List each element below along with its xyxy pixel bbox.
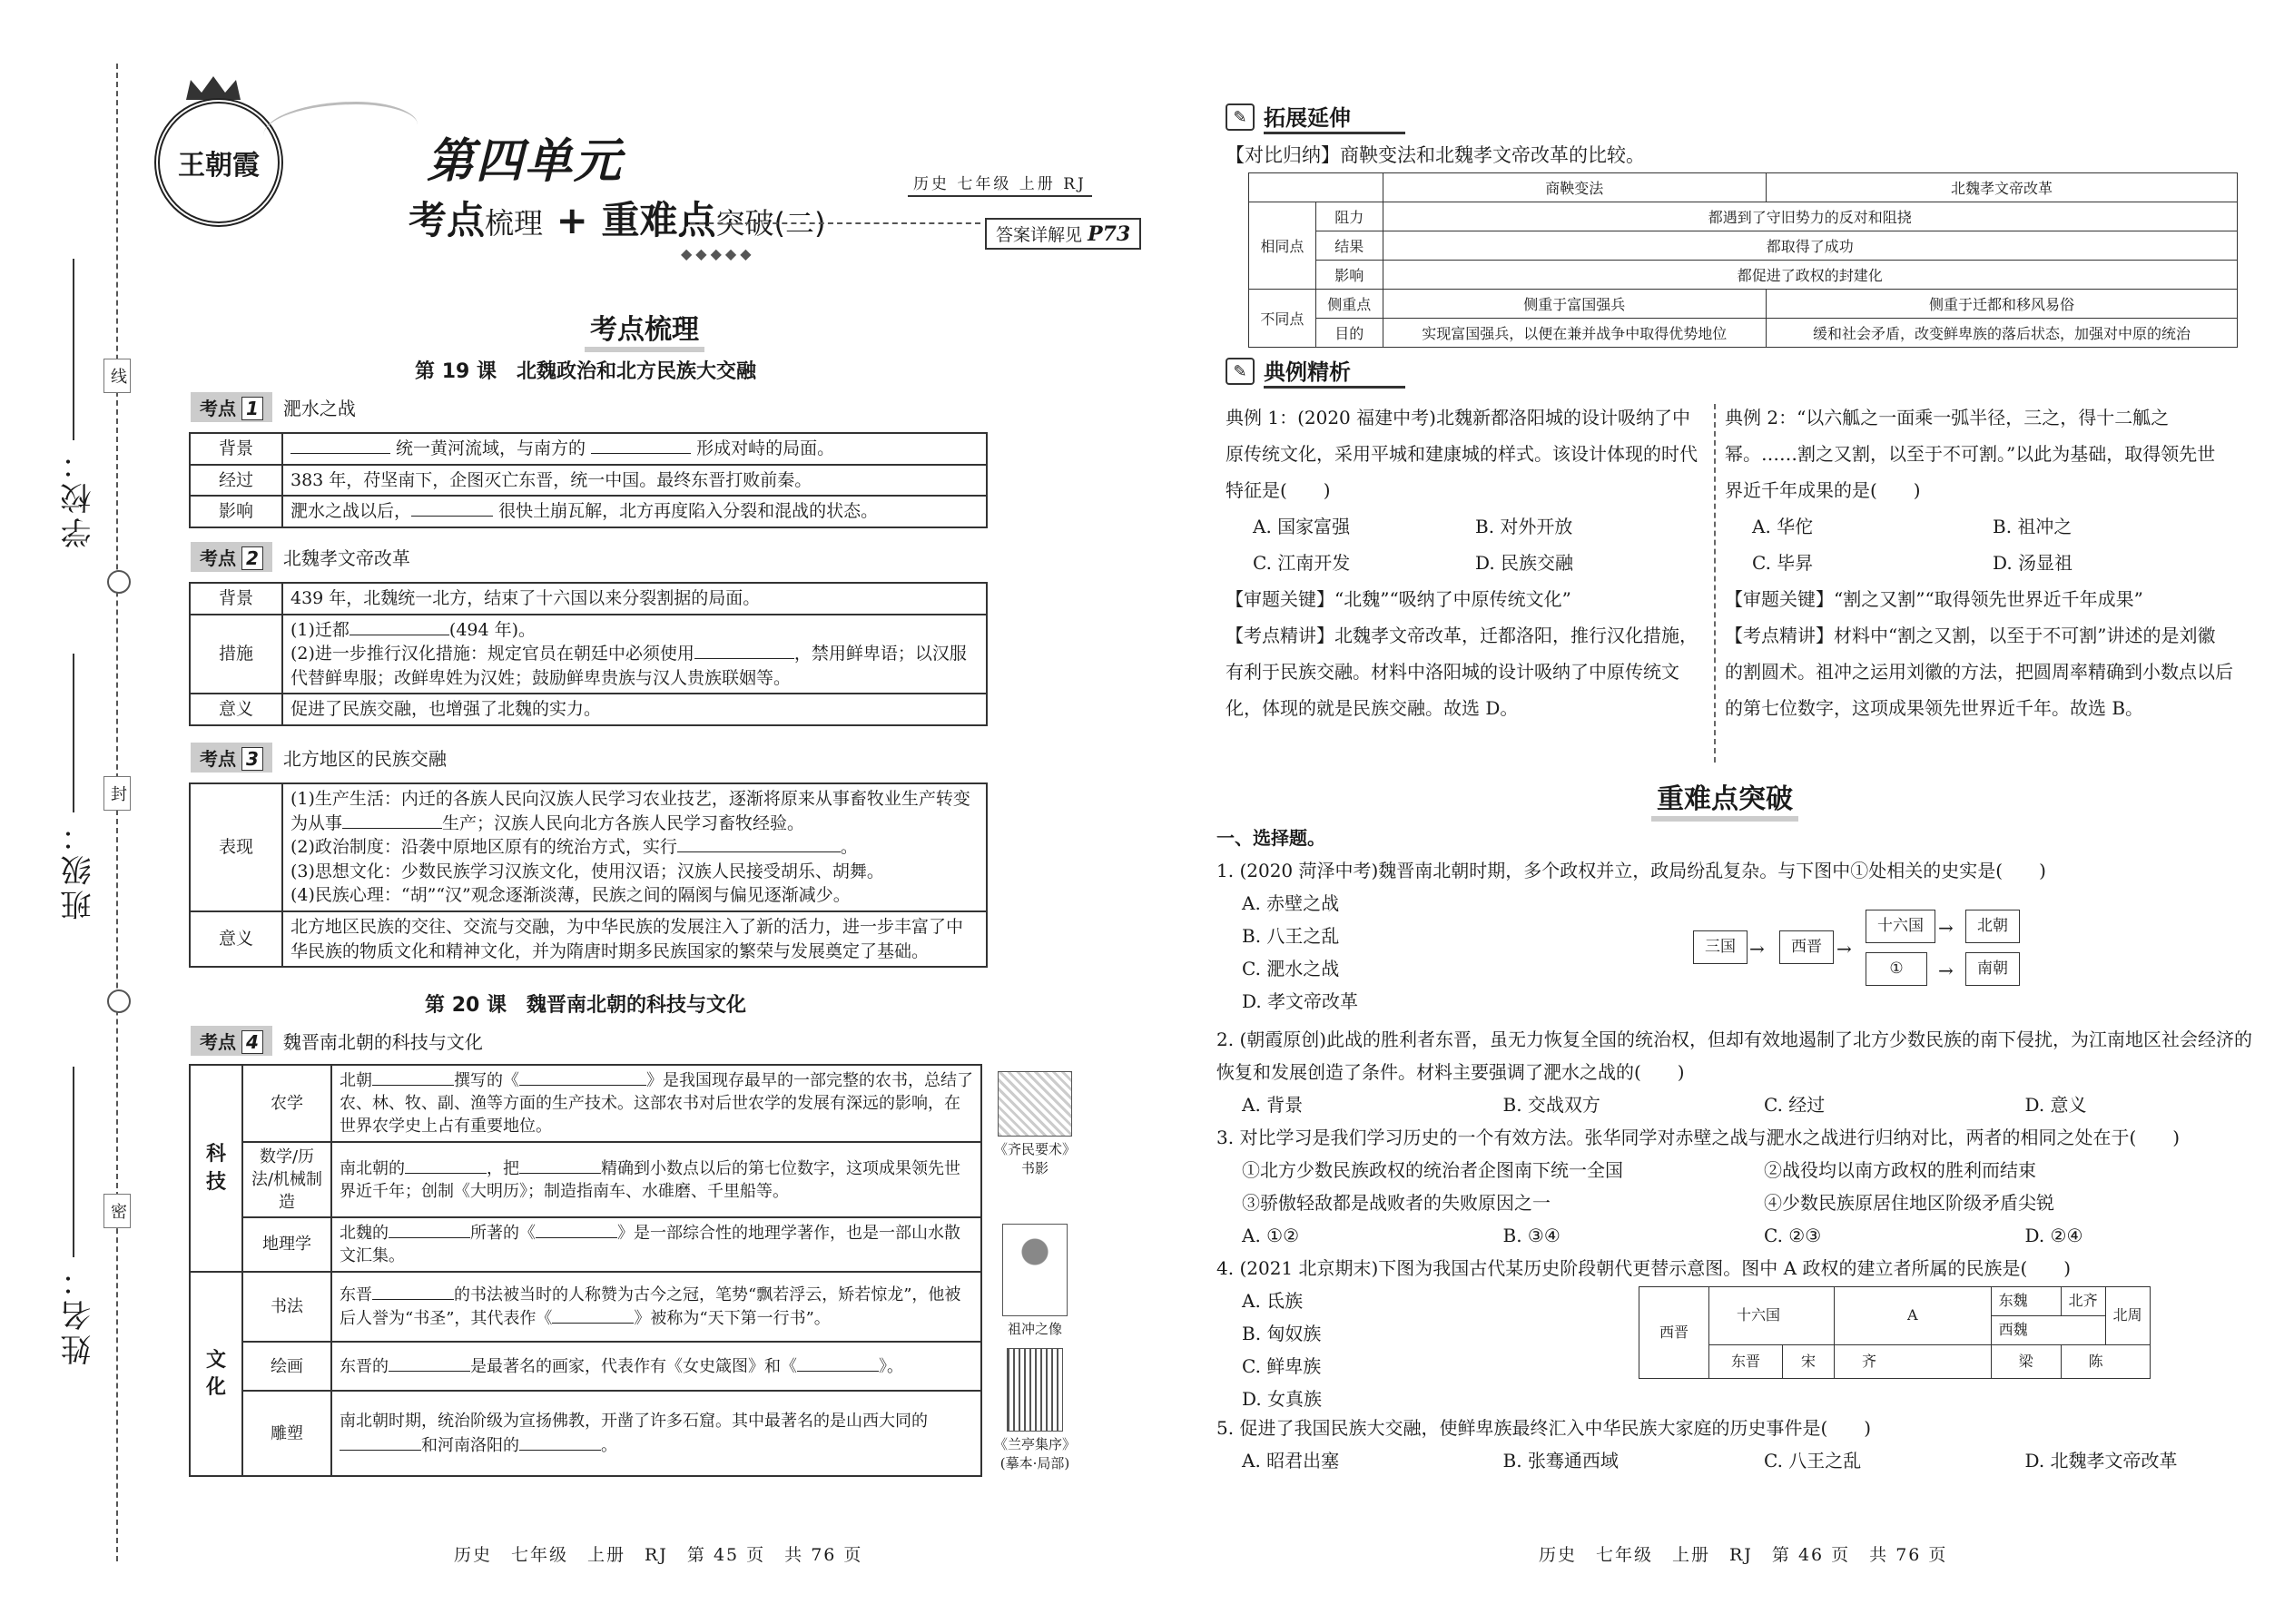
statement: ②战役均以南方政权的胜利而结束 — [1764, 1159, 2036, 1181]
option[interactable]: B. 匈奴族 — [1242, 1323, 1322, 1344]
part-title: 一、选择题。 — [1216, 827, 1325, 849]
fill-blank[interactable] — [519, 1068, 646, 1086]
question-1-body — [1216, 887, 2260, 1023]
page-title — [409, 191, 825, 245]
option[interactable]: A. 背景 — [1242, 1094, 1304, 1116]
title-part: 考点 — [409, 198, 486, 242]
arrow-icon: → — [1938, 917, 1954, 939]
knowledge-point-header — [191, 392, 356, 422]
table-cell: 南北朝时期，统治阶级为宣扬佛教，开凿了许多石窟。其中最著名的是山西大同的和河南洛阳的 。 — [331, 1391, 981, 1476]
option[interactable]: A. 氐族 — [1242, 1290, 1304, 1312]
option[interactable]: C. 经过 — [1764, 1094, 1826, 1116]
option[interactable]: C. 江南开发 — [1253, 552, 1351, 574]
option[interactable]: C. 毕昇 — [1752, 552, 1814, 574]
kd-title: 淝水之战 — [282, 398, 356, 419]
example-2 — [1725, 399, 2233, 726]
diagram-box: 北朝 — [1965, 910, 2020, 943]
fill-blank[interactable] — [519, 1156, 601, 1174]
diagram-box: 十六国 — [1866, 910, 1935, 943]
table-cell: 东晋 的书法被当时的人称赞为古今之冠，笔势“飘若浮云，矫若惊龙”，他被后人誉为“书圣”，其代表作《 》被称为“天下第一行书”。 — [331, 1272, 981, 1343]
option[interactable]: D. 汤显祖 — [1993, 552, 2073, 574]
kd-title: 北魏孝文帝改革 — [282, 547, 410, 569]
table-row — [1639, 1287, 2151, 1316]
kd3-table — [189, 782, 988, 968]
table-row — [190, 1142, 1088, 1218]
kd-tag: 考点 3 — [191, 743, 272, 773]
table-row — [190, 615, 987, 694]
book-image — [998, 1071, 1072, 1137]
option[interactable]: D. 意义 — [2024, 1094, 2087, 1116]
fill-blank[interactable] — [519, 1433, 601, 1451]
row-header: 经过 — [190, 465, 282, 497]
table-cell: 439 年，北魏统一北方，结束了十六国以来分裂割据的局面。 — [282, 583, 987, 615]
row-header: 意义 — [190, 694, 282, 725]
category-header: 科技 — [190, 1065, 242, 1272]
image-caption: 祖冲之像 — [1007, 1321, 1062, 1338]
row-header: 绘画 — [242, 1342, 331, 1391]
answer-reference — [985, 218, 1141, 250]
option-row — [1216, 1088, 2260, 1121]
example-question: 典例 2：“以六觚之一面乘一弧半径，三之，得十二觚之幂。……割之又割，以至于不可割。”以此为基础，取得领先世界近千年成果的是( ) — [1725, 407, 2216, 501]
question-4-body — [1216, 1284, 2260, 1412]
lesson-title: 第 19 课 北魏政治和北方民族大交融 — [415, 360, 756, 383]
row-header: 书法 — [242, 1272, 331, 1343]
table-cell: 侧重于迁都和移风易俗 — [1766, 290, 2237, 319]
fill-blank[interactable] — [350, 618, 449, 635]
image-caption: 《兰亭集序》(摹本·局部) — [993, 1436, 1076, 1472]
divider-dots: ◆◆◆◆◆ — [681, 245, 755, 262]
option[interactable]: A. 昭君出塞 — [1242, 1450, 1340, 1471]
knowledge-point-header — [191, 1026, 483, 1056]
question-stem: 5. 促进了我国民族大交融，使鲜卑族最终汇入中华民族大家庭的历史事件是( ) — [1216, 1417, 1872, 1439]
row-header: 意义 — [190, 911, 282, 967]
table-row — [1249, 173, 2238, 202]
dynasty-flow-diagram — [1693, 905, 2038, 996]
fill-blank[interactable] — [677, 835, 841, 852]
kd-title: 魏晋南北朝的科技与文化 — [282, 1031, 483, 1053]
option[interactable]: D. ②④ — [2024, 1225, 2083, 1246]
table-cell: 都促进了政权的封建化 — [1383, 261, 2237, 290]
fill-blank[interactable] — [342, 812, 442, 829]
option[interactable]: B. 交战双方 — [1502, 1094, 1600, 1116]
row-group-header: 相同点 — [1249, 202, 1316, 290]
option-row — [1216, 1444, 2260, 1477]
kd-tag: 考点 4 — [191, 1026, 272, 1056]
table-row — [190, 496, 987, 527]
fill-blank[interactable] — [290, 437, 390, 454]
binding-hole — [107, 570, 131, 594]
diagram-box: ① — [1866, 952, 1927, 986]
divider — [690, 222, 980, 224]
section-header — [1226, 354, 1405, 389]
option-list — [1242, 887, 1358, 1018]
table-row — [1249, 202, 2238, 231]
fill-blank[interactable] — [389, 1354, 470, 1372]
fill-blank[interactable] — [340, 1433, 421, 1451]
table-row — [190, 433, 987, 465]
option-row — [1725, 508, 2233, 545]
option[interactable]: D. 女真族 — [1242, 1388, 1323, 1410]
name-label: 姓名： — [61, 1262, 97, 1365]
row-group-header: 不同点 — [1249, 290, 1316, 348]
row-header: 侧重点 — [1315, 290, 1383, 319]
row-header: 地理学 — [242, 1217, 331, 1271]
table-row — [190, 911, 987, 967]
table-cell: 统一黄河流域，与南方的 形成对峙的局面。 — [282, 433, 987, 465]
page-footer: 历史 七年级 上册 RJ 第 46 页 共 76 页 — [1539, 1545, 1948, 1565]
table-row — [190, 783, 987, 911]
binding-margin — [0, 0, 136, 1624]
table-cell: 陈 — [2061, 1344, 2150, 1379]
table-row — [1249, 319, 2238, 348]
row-header: 表现 — [190, 783, 282, 911]
diagram-box: 三国 — [1693, 930, 1748, 964]
table-row — [1639, 1344, 2151, 1379]
statement-row — [1216, 1154, 2260, 1186]
binding-hole — [107, 989, 131, 1013]
knowledge-point-header — [191, 743, 447, 773]
ribbon-decoration — [263, 102, 418, 159]
table-row — [1249, 290, 2238, 319]
kd-title: 北方地区的民族交融 — [282, 748, 447, 770]
question-stem: 3. 对比学习是我们学习历史的一个有效方法。张华同学对赤壁之战与淝水之战进行归纳对比，两者的相同之处在于( ) — [1216, 1127, 2181, 1148]
table-row — [190, 694, 987, 725]
option[interactable]: B. 对外开放 — [1475, 516, 1573, 537]
option[interactable]: A. ①② — [1242, 1225, 1300, 1246]
option[interactable]: D. 北魏孝文帝改革 — [2024, 1450, 2178, 1471]
option[interactable]: C. ②③ — [1764, 1225, 1822, 1246]
fill-blank[interactable] — [536, 1221, 617, 1238]
comparison-intro: 【对比归纳】商鞅变法和北魏孝文帝改革的比较。 — [1226, 144, 1645, 166]
option[interactable]: C. 八王之乱 — [1764, 1450, 1862, 1471]
table-cell: 淝水之战以后， 很快土崩瓦解，北方再度陷入分裂和混战的状态。 — [282, 496, 987, 527]
table-row — [190, 1065, 1088, 1142]
fill-blank[interactable] — [591, 437, 691, 454]
section-title-text: 重难点突破 — [1651, 776, 1798, 822]
question-stem: 4. (2021 北京期末)下图为我国古代某历史阶段朝代更替示意图。图中 A 政权的建立者所属的民族是( ) — [1216, 1257, 2072, 1279]
example-1 — [1226, 399, 1698, 726]
key-hint: 【审题关键】“割之又割”“取得领先世界近千年成果” — [1725, 588, 2143, 610]
pen-icon: ✎ — [1226, 103, 1255, 131]
row-header: 影响 — [190, 496, 282, 527]
table-cell: 都遇到了守旧势力的反对和阻挠 — [1383, 202, 2237, 231]
question-stem: 2. (朝霞原创)此战的胜利者东晋，虽无力恢复全国的统治权，但却有效地遏制了北方少数民族的南下侵扰，为江南地区社会经济的恢复和发展创造了条件。材料主要强调了淝水之战的( ) — [1216, 1029, 2253, 1083]
illustration-column — [981, 1217, 1088, 1342]
fill-blank[interactable] — [372, 1283, 454, 1300]
table-cell: 西晋 — [1639, 1287, 1709, 1379]
row-header: 农学 — [242, 1065, 331, 1142]
table-cell: 侧重于富国强兵 — [1383, 290, 1766, 319]
table-cell: 东魏 — [1991, 1287, 2061, 1316]
option[interactable]: D. 民族交融 — [1475, 552, 1574, 574]
title-plus: + — [556, 198, 588, 242]
option[interactable]: A. 华佗 — [1752, 516, 1814, 537]
statement: ④少数民族原居住地区阶级矛盾尖锐 — [1764, 1192, 2054, 1214]
row-header: 措施 — [190, 615, 282, 694]
table-cell: 梁 — [1991, 1344, 2061, 1379]
table-cell: 缓和社会矛盾，改变鲜卑族的落后状态，加强对中原的统治 — [1766, 319, 2237, 348]
option[interactable]: D. 孝文帝改革 — [1242, 990, 1359, 1012]
fill-blank[interactable] — [552, 1306, 634, 1324]
calligraphy-image — [1007, 1348, 1063, 1432]
page-footer: 历史 七年级 上册 RJ 第 45 页 共 76 页 — [454, 1545, 863, 1565]
option[interactable]: C. 鲜卑族 — [1242, 1355, 1322, 1377]
row-header: 雕塑 — [242, 1391, 331, 1476]
answer-page: P73 — [1088, 222, 1131, 246]
arrow-icon: → — [1938, 960, 1954, 981]
table-cell: 北魏的 所著的《 》是一部综合性的地理学著作，也是一部山水散文汇集。 — [331, 1217, 981, 1271]
statement: ①北方少数民族政权的统治者企图南下统一全国 — [1242, 1159, 1623, 1181]
option[interactable]: A. 赤壁之战 — [1242, 892, 1340, 914]
kd2-table — [189, 582, 988, 726]
table-cell: 383 年，苻坚南下，企图灭亡东晋，统一中国。最终东晋打败前秦。 — [282, 465, 987, 497]
question-stem: 1. (2020 菏泽中考)魏晋南北朝时期，多个政权并立，政局纷乱复杂。与下图中①处相关的史实是( ) — [1216, 860, 2046, 881]
title-part: 重难点 — [601, 198, 716, 242]
option[interactable]: C. 淝水之战 — [1242, 958, 1340, 979]
table-cell: 实现富国强兵，以便在兼并战争中取得优势地位 — [1383, 319, 1766, 348]
illustration-column — [981, 1065, 1088, 1217]
table-cell: 北方地区民族的交往、交流与交融，为中华民族的发展注入了新的活力，进一步丰富了中华民族的物质文化和精神文化，并为隋唐时期多民族国家的繁荣与发展奠定了基础。 — [282, 911, 987, 967]
table-cell: 促进了民族交融，也增强了北魏的实力。 — [282, 694, 987, 725]
section-header-label: 拓展延伸 — [1264, 100, 1405, 134]
option[interactable]: B. 张骞通西域 — [1502, 1450, 1619, 1471]
key-hint: 【审题关键】“北魏”“吸纳了中原传统文化” — [1226, 588, 1571, 610]
seal-mark: 封 — [103, 776, 131, 811]
table-cell: A — [1835, 1287, 1992, 1345]
category-header: 文化 — [190, 1272, 242, 1477]
class-field[interactable] — [73, 654, 74, 812]
table-row — [190, 465, 987, 497]
option[interactable]: B. 祖冲之 — [1993, 516, 2072, 537]
section-header-label: 典例精析 — [1264, 354, 1405, 389]
diagram-box: 南朝 — [1965, 952, 2020, 986]
table-cell: 北周 — [2105, 1287, 2150, 1345]
school-field[interactable] — [73, 259, 74, 440]
lesson-title: 第 20 课 魏晋南北朝的科技与文化 — [425, 994, 746, 1017]
fill-blank[interactable] — [372, 1068, 454, 1086]
option-row — [1226, 508, 1698, 545]
option[interactable]: A. 国家富强 — [1253, 516, 1351, 537]
table-cell: 东晋的 是最著名的画家，代表作有《女史箴图》和《 》。 — [331, 1342, 981, 1391]
name-field[interactable] — [73, 1067, 74, 1257]
image-caption: 《齐民要术》书影 — [993, 1141, 1076, 1176]
fill-blank[interactable] — [694, 642, 794, 659]
row-header: 背景 — [190, 583, 282, 615]
table-cell: 十六国 — [1709, 1287, 1835, 1345]
table-cell: 南北朝的 ，把 精确到小数点以后的第七位数字，这项成果领先世界近千年；创制《大明历》；制造指南车、水碓磨、千里船等。 — [331, 1142, 981, 1218]
illustration-column — [981, 1342, 1088, 1476]
question-list — [1216, 822, 2260, 1477]
explanation: 【考点精讲】北魏孝文帝改革，迁都洛阳，推行汉化措施，有利于民族交融。材料中洛阳城的设计吸纳了中原传统文化，体现的就是民族交融。故选 D。 — [1226, 625, 1698, 719]
column-header: 商鞅变法 — [1383, 173, 1766, 202]
brand-logo: 王朝霞 — [154, 98, 283, 227]
example-question: 典例 1：(2020 福建中考)北魏新都洛阳城的设计吸纳了中原传统文化，采用平城和建康城的样式。该设计体现的时代特征是( ) — [1226, 407, 1698, 501]
table-cell: 北齐 — [2061, 1287, 2105, 1316]
table-row — [1249, 231, 2238, 261]
fill-blank[interactable] — [405, 1156, 487, 1174]
table-row — [190, 1272, 1088, 1343]
row-header: 影响 — [1315, 261, 1383, 290]
section-title-text: 考点梳理 — [585, 307, 704, 352]
option-row — [1725, 545, 2233, 581]
title-part: 突破(二) — [715, 206, 826, 241]
cut-line — [116, 64, 118, 1561]
row-header: 背景 — [190, 433, 282, 465]
dynasty-table — [1639, 1286, 2151, 1379]
statement-row — [1216, 1186, 2260, 1219]
table-cell: 西魏 — [1991, 1315, 2105, 1344]
option-list — [1242, 1284, 1322, 1415]
option-row — [1216, 1219, 2260, 1252]
option[interactable]: B. 八王之乱 — [1242, 925, 1340, 947]
table-cell: (1)迁都 (494 年)。 (2)进一步推行汉化措施：规定官员在朝廷中必须使用 ，禁用鲜卑语；以汉服代替鲜卑服；改鲜卑姓为汉姓；鼓励鲜卑贵族与汉人贵族联姻等。 — [282, 615, 987, 694]
table-cell: 东晋 — [1709, 1344, 1783, 1379]
table-cell: 都取得了成功 — [1383, 231, 2237, 261]
seal-mark: 线 — [103, 359, 131, 393]
section-header — [1226, 100, 1405, 134]
table-cell: (1)生产生活：内迁的各族人民向汉族人民学习农业技艺，逐渐将原来从事畜牧业生产转变为从事 生产；汉族人民向北方各族人民学习畜牧经验。 (2)政治制度：沿袭中原地区原有的统治方式，实行 。 (3)思想文化：少数民族学习汉族文化，使用汉语；汉族人民接受胡乐、胡舞。 (4)民族心理：“胡”“汉”观念逐渐淡薄，民族之间的隔阂与偏见逐渐减少。 — [282, 783, 987, 911]
school-label: 学校： — [61, 445, 97, 548]
right-page — [1198, 0, 2294, 1624]
diagram-box: 西晋 — [1779, 930, 1834, 964]
fill-blank[interactable] — [389, 1221, 470, 1238]
table-cell — [1249, 173, 1383, 202]
section-title — [1561, 776, 1888, 822]
kd-tag: 考点 1 — [191, 392, 272, 422]
column-divider — [1714, 404, 1716, 763]
option[interactable]: B. ③④ — [1502, 1225, 1561, 1246]
kd-tag: 考点 2 — [191, 542, 272, 572]
section-title — [508, 307, 781, 352]
option-row — [1226, 545, 1698, 581]
table-cell: 北朝 撰写的《 》是我国现存最早的一部完整的农书，总结了农、林、牧、副、渔等方面的生产技术。这部农书对后世农学的发展有深远的影响，在世界农学史上占有重要地位。 — [331, 1065, 981, 1142]
knowledge-point-header — [191, 542, 410, 572]
pen-icon: ✎ — [1226, 358, 1255, 385]
row-header: 数学/历法/机械制造 — [242, 1142, 331, 1218]
table-row — [1249, 261, 2238, 290]
class-label: 班级： — [61, 817, 97, 920]
table-row — [190, 1217, 1088, 1271]
comparison-table — [1248, 172, 2238, 348]
fill-blank[interactable] — [411, 499, 493, 517]
table-cell: 齐 — [1835, 1344, 1992, 1379]
seal-mark: 密 — [103, 1194, 131, 1228]
title-part: 梳理 — [485, 206, 544, 241]
row-header: 目的 — [1315, 319, 1383, 348]
column-header: 北魏孝文帝改革 — [1766, 173, 2237, 202]
row-header: 结果 — [1315, 231, 1383, 261]
statement: ③骄傲轻敌都是战败者的失败原因之一 — [1242, 1192, 1551, 1214]
explanation: 【考点精讲】材料中“割之又割，以至于不可割”讲述的是刘徽的割圆术。祖冲之运用刘徽的方法，把圆周率精确到小数点以后的第七位数字，这项成果领先世界近千年。故选 B。 — [1725, 625, 2233, 719]
kd1-table — [189, 432, 988, 528]
table-row — [190, 1342, 1088, 1391]
row-header: 阻力 — [1315, 202, 1383, 231]
fill-blank[interactable] — [797, 1354, 879, 1372]
arrow-icon: → — [1836, 938, 1852, 960]
table-row — [190, 583, 987, 615]
grade-tagline: 历史 七年级 上册 RJ — [908, 171, 1092, 197]
portrait-image — [1002, 1224, 1068, 1316]
table-cell: 宋 — [1783, 1344, 1835, 1379]
table-row — [190, 1391, 1088, 1476]
arrow-icon: → — [1749, 938, 1765, 960]
answer-label: 答案详解见 — [996, 225, 1083, 245]
kd4-table — [189, 1064, 1088, 1477]
unit-title: 第四单元 — [427, 134, 624, 189]
